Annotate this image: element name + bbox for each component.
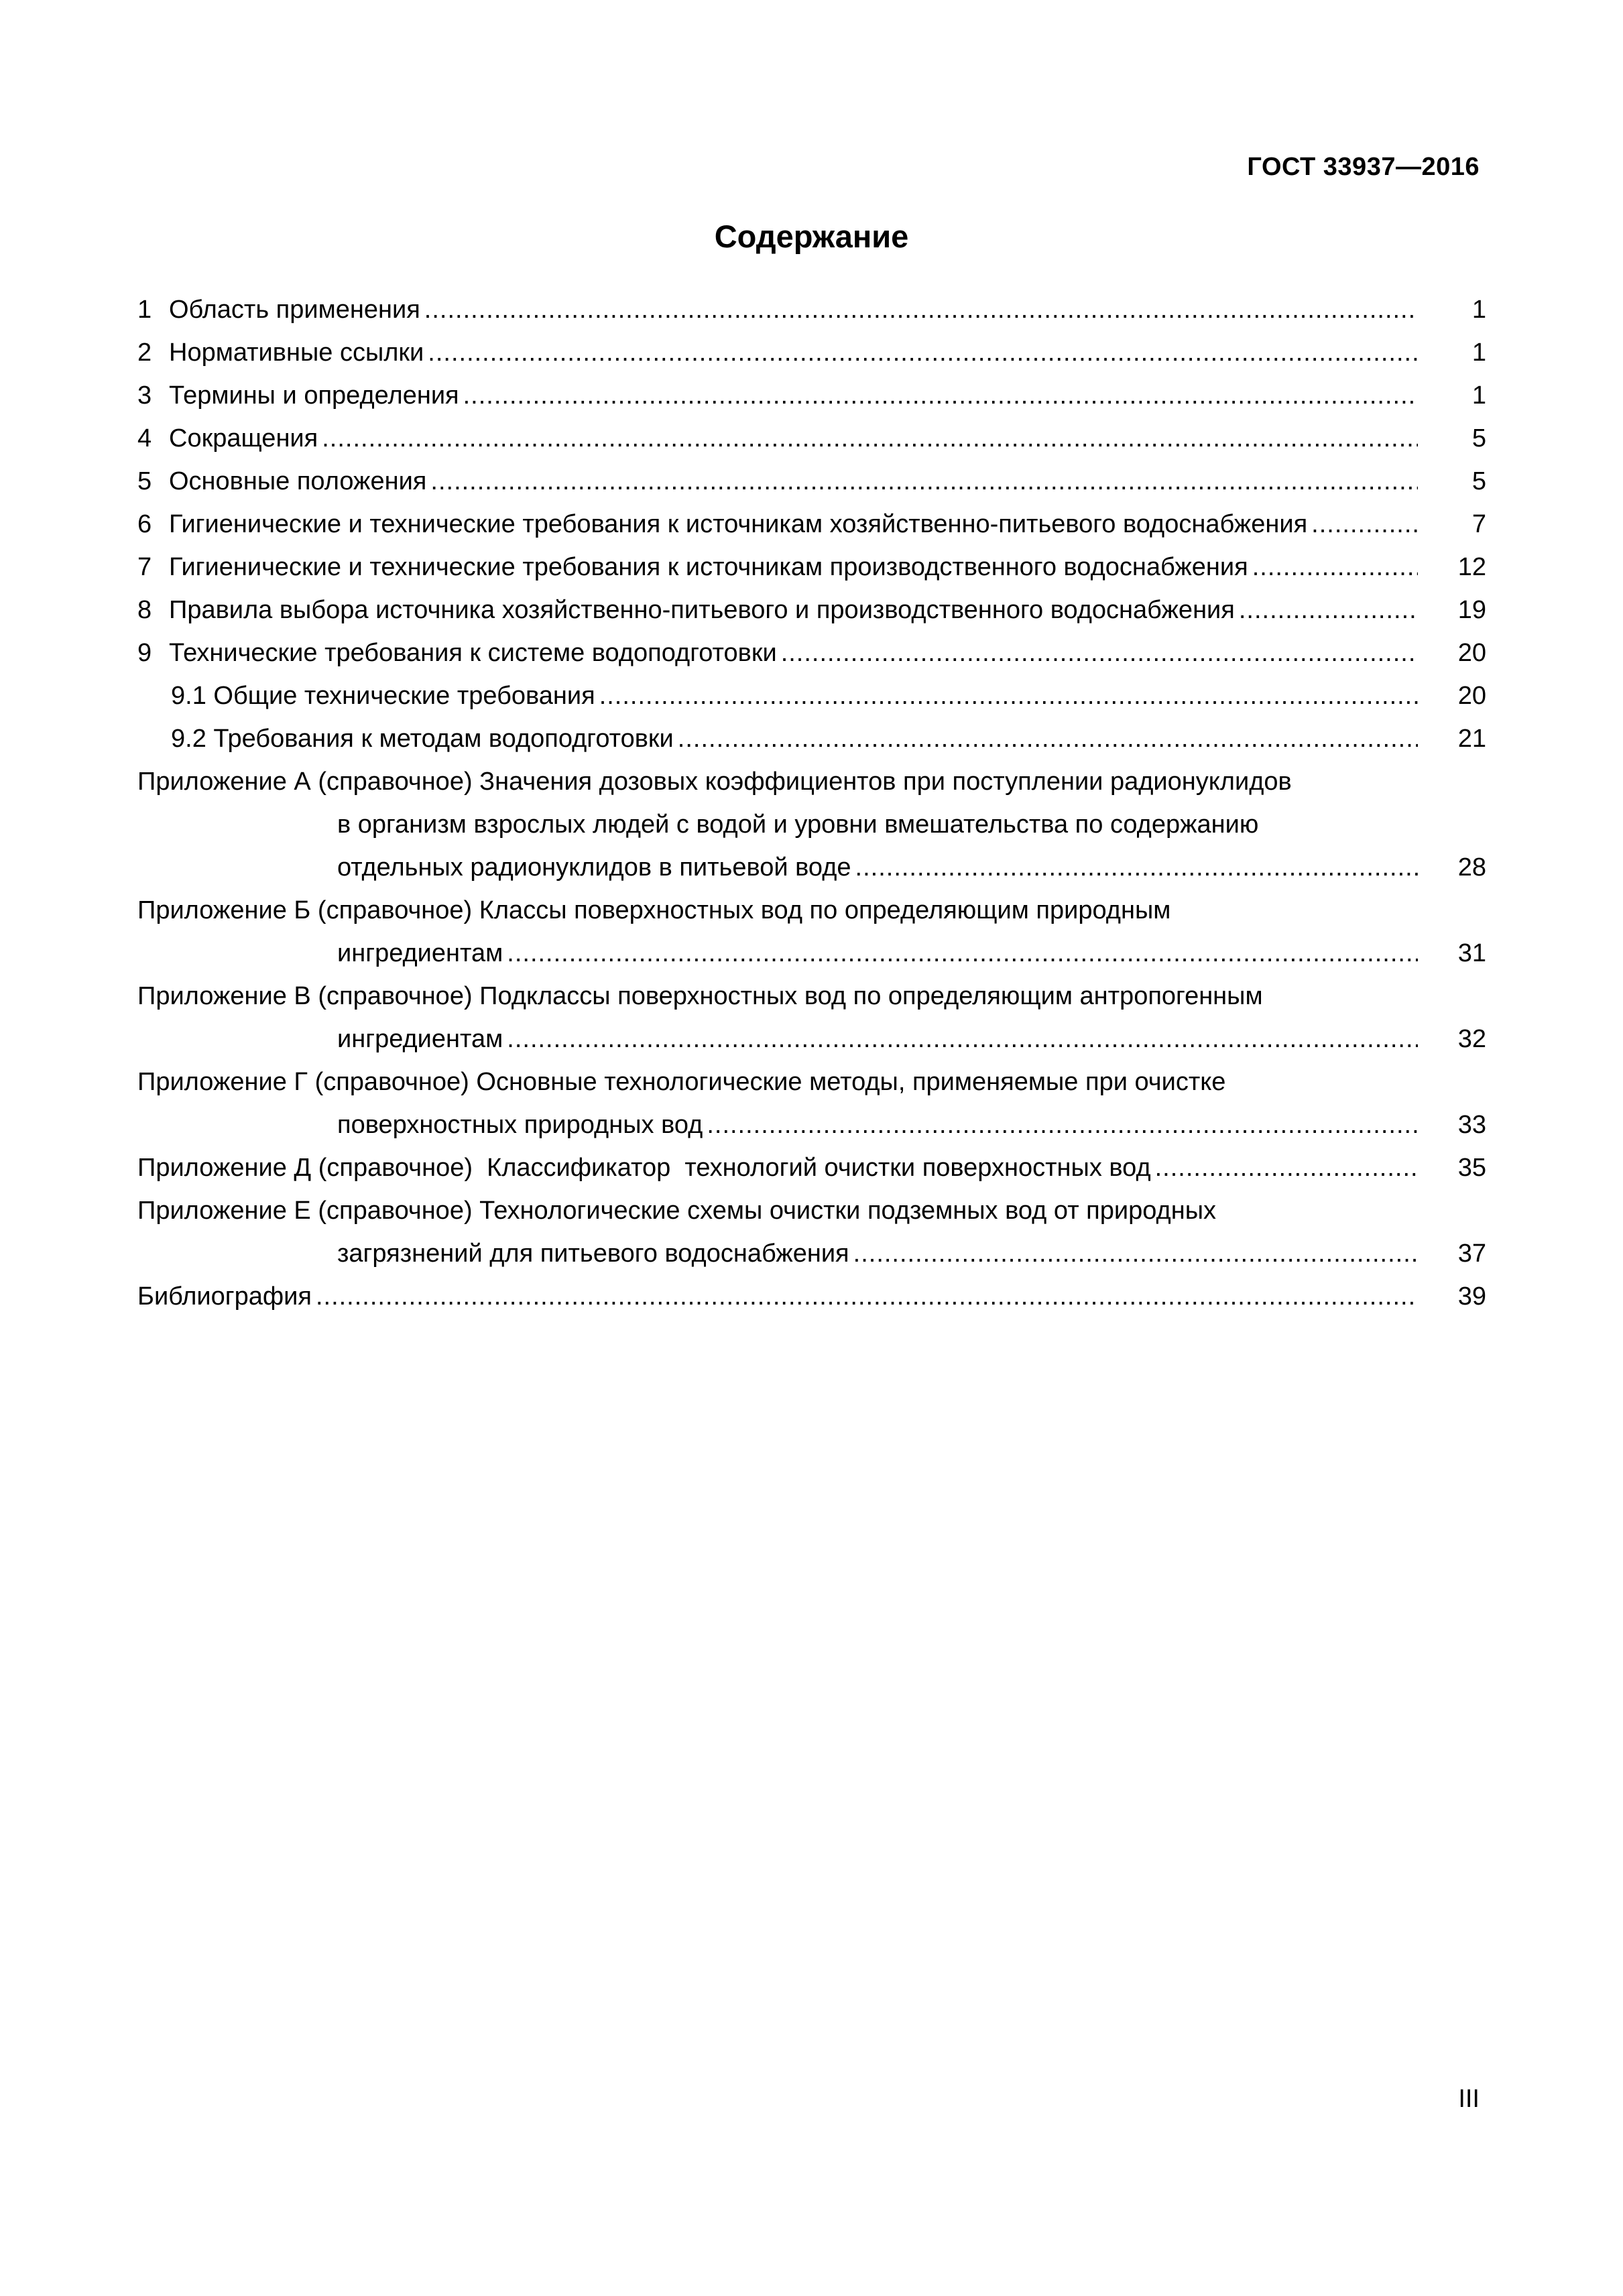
toc-entry-page: 39	[1457, 1282, 1486, 1311]
toc-entry-label: 9.2 Требования к методам водоподготовки	[171, 725, 674, 753]
toc-entry-label: ингредиентам	[337, 1025, 503, 1053]
toc-entry-page: 1	[1471, 296, 1486, 324]
toc-entry-label: 9.1 Общие технические требования	[171, 682, 595, 710]
toc-entry-page: 1	[1471, 339, 1486, 367]
toc-entry-page: 7	[1471, 510, 1486, 538]
toc-entry-label: отдельных радионуклидов в питьевой воде	[337, 853, 851, 882]
dot-leader	[424, 288, 1418, 331]
dot-leader	[463, 374, 1418, 417]
dot-leader	[316, 1275, 1418, 1318]
dot-leader	[1311, 503, 1418, 546]
toc-entry-label: Приложение Е (справочное) Технологические схемы очистки подземных вод от природных	[137, 1197, 1217, 1225]
toc-entry-number: 5	[137, 467, 152, 495]
dot-leader	[781, 631, 1418, 674]
toc-entry-label: Приложение Г (справочное) Основные технологические методы, применяемые при очистке	[137, 1068, 1226, 1096]
toc-entry-label: Приложение В (справочное) Подклассы поверхностных вод по определяющим антропогенным	[137, 982, 1263, 1010]
dot-leader	[428, 331, 1418, 374]
toc-entry-4[interactable]	[137, 417, 1486, 460]
toc-annex-b[interactable]	[137, 889, 1486, 975]
toc-annex-d[interactable]	[137, 1146, 1486, 1189]
standard-code: ГОСТ 33937—2016	[1247, 153, 1480, 181]
toc-entry-label: Библиография	[137, 1282, 312, 1311]
toc-entry-number: 3	[137, 381, 152, 410]
toc-annex-e[interactable]	[137, 1189, 1486, 1275]
toc-entry-3[interactable]	[137, 374, 1486, 417]
toc-entry-page: 33	[1457, 1111, 1486, 1139]
page-number: III	[1458, 2085, 1480, 2113]
toc-bibliography[interactable]	[137, 1275, 1486, 1318]
dot-leader	[1239, 589, 1418, 631]
dot-leader	[507, 1018, 1418, 1061]
toc-entry-label: Приложение А (справочное) Значения дозовых коэффициентов при поступлении радионуклидов	[137, 768, 1292, 796]
toc-entry-page: 20	[1457, 682, 1486, 710]
dot-leader	[507, 932, 1418, 975]
toc-entry-label: Гигиенические и технические требования к источникам производственного водоснабжения	[169, 553, 1248, 581]
page-title: Содержание	[714, 219, 909, 254]
toc-entry-label: в организм взрослых людей с водой и уровни вмешательства по содержанию	[337, 810, 1259, 839]
toc-entry-label: Термины и определения	[169, 381, 459, 410]
dot-leader	[855, 846, 1418, 889]
toc-entry-number: 7	[137, 553, 152, 581]
toc-entry-number: 4	[137, 424, 152, 452]
toc-entry-label: поверхностных природных вод	[337, 1111, 703, 1139]
dot-leader	[678, 717, 1418, 760]
toc-entry-label: Приложение Д (справочное) Классификатор технологий очистки поверхностных вод	[137, 1154, 1151, 1182]
toc-entry-number: 2	[137, 339, 152, 367]
toc-entry-page: 28	[1457, 853, 1486, 882]
toc-annex-a[interactable]	[137, 760, 1486, 889]
toc-entry-2[interactable]	[137, 331, 1486, 374]
toc-entry-8[interactable]	[137, 589, 1486, 631]
dot-leader	[1155, 1146, 1418, 1189]
toc-entry-7[interactable]	[137, 546, 1486, 589]
toc-entry-9-1[interactable]	[137, 674, 1486, 717]
toc-entry-1[interactable]	[137, 288, 1486, 331]
dot-leader	[322, 417, 1418, 460]
toc-entry-5[interactable]	[137, 460, 1486, 503]
dot-leader	[430, 460, 1418, 503]
toc-entry-label: Технические требования к системе водоподготовки	[169, 639, 777, 667]
toc-entry-number: 8	[137, 596, 152, 624]
toc-entry-page: 37	[1457, 1240, 1486, 1268]
toc-entry-page: 19	[1457, 596, 1486, 624]
toc-annex-v[interactable]	[137, 975, 1486, 1061]
toc-entry-label: Приложение Б (справочное) Классы поверхностных вод по определяющим природным	[137, 896, 1171, 924]
toc-entry-label: загрязнений для питьевого водоснабжения	[337, 1240, 849, 1268]
toc-entry-6[interactable]	[137, 503, 1486, 546]
toc-annex-g[interactable]	[137, 1061, 1486, 1146]
toc-entry-label: Правила выбора источника хозяйственно-питьевого и производственного водоснабжения	[169, 596, 1235, 624]
toc-entry-page: 32	[1457, 1025, 1486, 1053]
toc-entry-page: 21	[1457, 725, 1486, 753]
toc-entry-label: Сокращения	[169, 424, 318, 452]
toc-entry-label: ингредиентам	[337, 939, 503, 967]
toc-entry-9[interactable]	[137, 631, 1486, 674]
dot-leader	[599, 674, 1418, 717]
toc-entry-number: 1	[137, 296, 152, 324]
toc-entry-page: 20	[1457, 639, 1486, 667]
table-of-contents	[137, 288, 1486, 1318]
dot-leader	[707, 1103, 1418, 1146]
toc-entry-number: 9	[137, 639, 152, 667]
toc-entry-page: 5	[1471, 467, 1486, 495]
toc-entry-page: 31	[1457, 939, 1486, 967]
toc-entry-label: Гигиенические и технические требования к источникам хозяйственно-питьевого водоснабжения	[169, 510, 1308, 538]
toc-entry-page: 35	[1457, 1154, 1486, 1182]
toc-entry-page: 1	[1471, 381, 1486, 410]
toc-entry-number: 6	[137, 510, 152, 538]
dot-leader	[1252, 546, 1418, 589]
toc-entry-label: Основные положения	[169, 467, 427, 495]
toc-entry-page: 12	[1457, 553, 1486, 581]
toc-entry-9-2[interactable]	[137, 717, 1486, 760]
toc-entry-label: Нормативные ссылки	[169, 339, 424, 367]
toc-entry-page: 5	[1471, 424, 1486, 452]
dot-leader	[853, 1232, 1418, 1275]
toc-entry-label: Область применения	[169, 296, 420, 324]
